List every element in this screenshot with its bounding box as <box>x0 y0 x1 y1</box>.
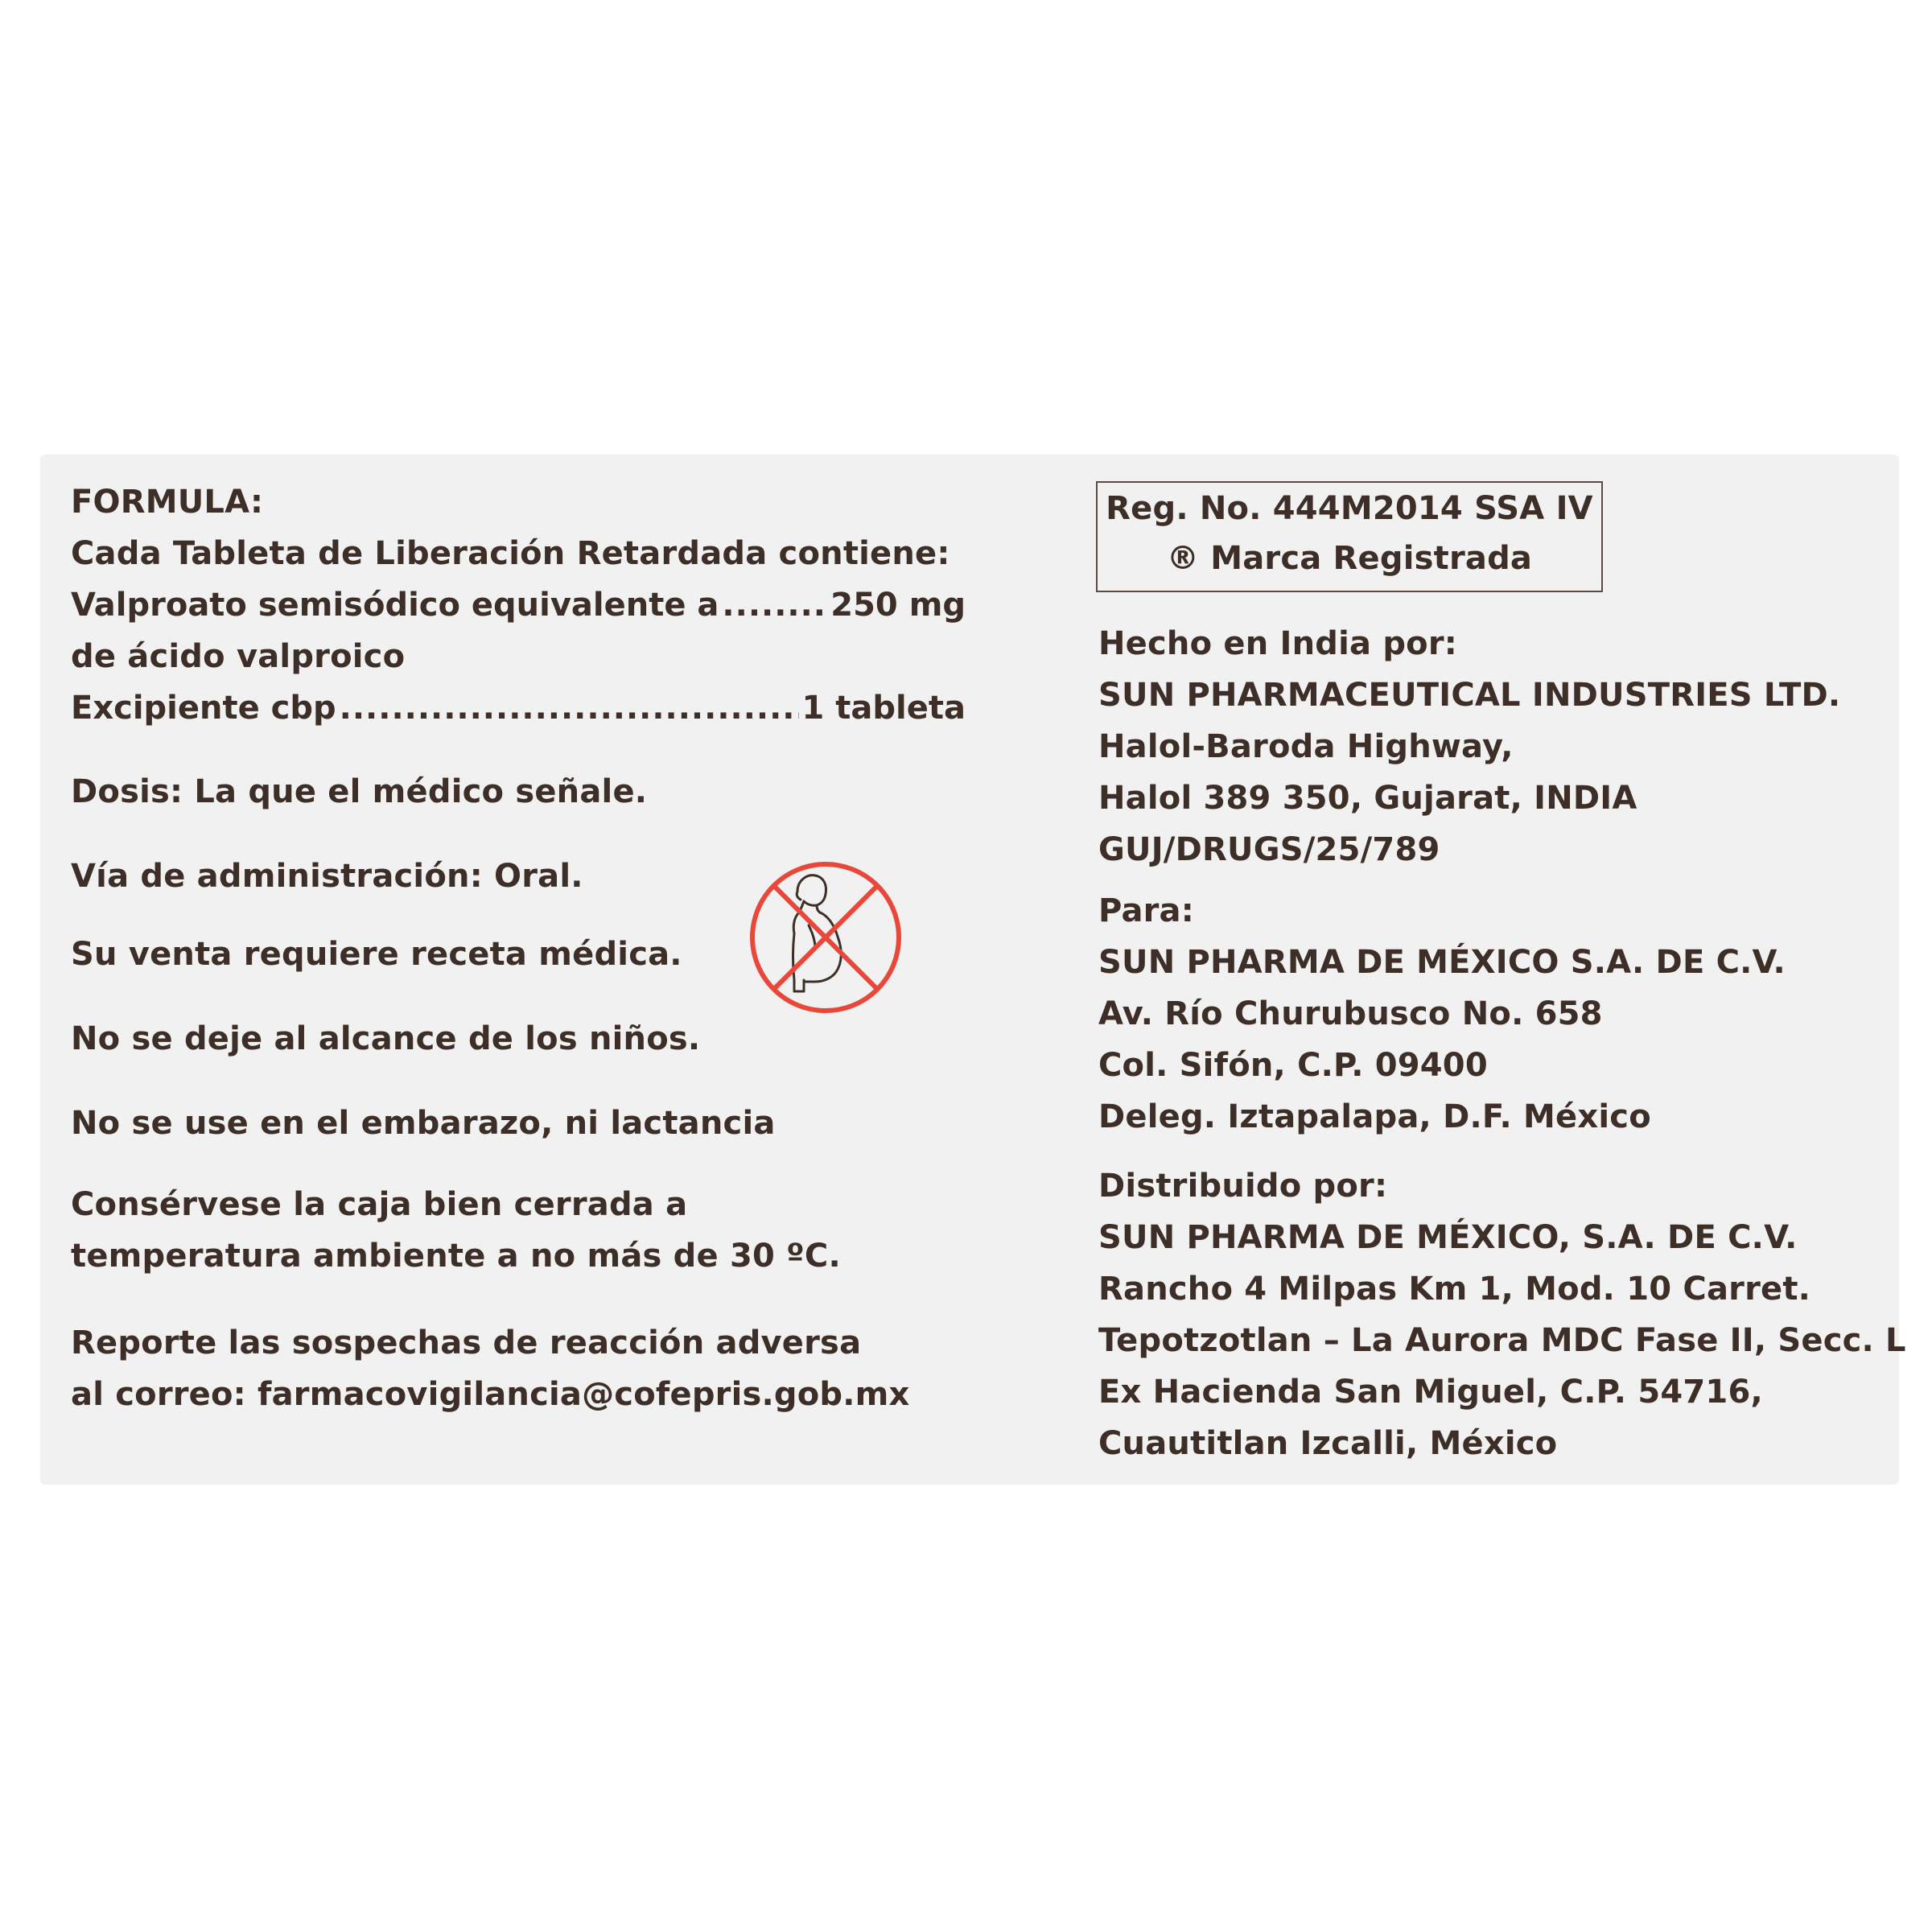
ingredient-amount: 1 tableta <box>801 690 966 727</box>
formula-title: FORMULA: <box>71 484 264 521</box>
via-administracion-text: Vía de administración: Oral. <box>71 858 583 895</box>
ingredient-amount: 250 mg <box>830 587 966 624</box>
manufacturer-title: Hecho en India por: <box>1098 625 1457 662</box>
ingredient-name: Excipiente cbp <box>71 690 336 727</box>
conservese-text-1: Consérvese la caja bien cerrada a <box>71 1186 688 1223</box>
para-line: Av. Río Churubusco No. 658 <box>1098 995 1603 1032</box>
no-pregnancy-icon <box>748 859 904 1015</box>
para-title: Para: <box>1098 892 1194 929</box>
dosis-text: Dosis: La que el médico señale. <box>71 773 648 810</box>
reporte-text-1: Reporte las sospechas de reacción adversa <box>71 1324 862 1361</box>
ingredient-row-valproato <box>71 586 966 624</box>
embarazo-warning-text: No se use en el embarazo, ni lactancia <box>71 1105 776 1142</box>
registration-number: Reg. No. 444M2014 SSA IV <box>1106 490 1593 527</box>
distributor-line: SUN PHARMA DE MÉXICO, S.A. DE C.V. <box>1098 1219 1798 1256</box>
ingredient-name: Valproato semisódico equivalente a <box>71 587 719 624</box>
manufacturer-line: Halol-Baroda Highway, <box>1098 728 1514 765</box>
ninos-warning-text: No se deje al alcance de los niños. <box>71 1020 701 1057</box>
distributor-title: Distribuido por: <box>1098 1168 1388 1205</box>
reporte-text-2: al correo: farmacovigilancia@cofepris.gob.mx <box>71 1376 910 1413</box>
ingredient-continuation: de ácido valproico <box>71 638 406 675</box>
dot-leader <box>722 586 827 624</box>
para-line: Col. Sifón, C.P. 09400 <box>1098 1047 1488 1084</box>
manufacturer-line: GUJ/DRUGS/25/789 <box>1098 831 1440 868</box>
distributor-line: Rancho 4 Milpas Km 1, Mod. 10 Carret. <box>1098 1271 1811 1308</box>
formula-intro: Cada Tableta de Liberación Retardada contiene: <box>71 535 950 572</box>
manufacturer-line: SUN PHARMACEUTICAL INDUSTRIES LTD. <box>1098 677 1841 714</box>
ingredient-row-excipiente <box>71 689 966 727</box>
registered-trademark: ® Marca Registrada <box>1166 540 1533 577</box>
manufacturer-line: Halol 389 350, Gujarat, INDIA <box>1098 780 1637 817</box>
para-line: Deleg. Iztapalapa, D.F. México <box>1098 1098 1651 1135</box>
distributor-line: Ex Hacienda San Miguel, C.P. 54716, <box>1098 1374 1763 1411</box>
distributor-line: Tepotzotlan – La Aurora MDC Fase II, Secc. L <box>1098 1322 1906 1359</box>
registration-box <box>1096 481 1603 592</box>
para-line: SUN PHARMA DE MÉXICO S.A. DE C.V. <box>1098 944 1786 981</box>
conservese-text-2: temperatura ambiente a no más de 30 ºC. <box>71 1238 841 1275</box>
distributor-line: Cuautitlan Izcalli, México <box>1098 1425 1558 1462</box>
venta-receta-text: Su venta requiere receta médica. <box>71 936 682 973</box>
dot-leader <box>340 689 799 727</box>
